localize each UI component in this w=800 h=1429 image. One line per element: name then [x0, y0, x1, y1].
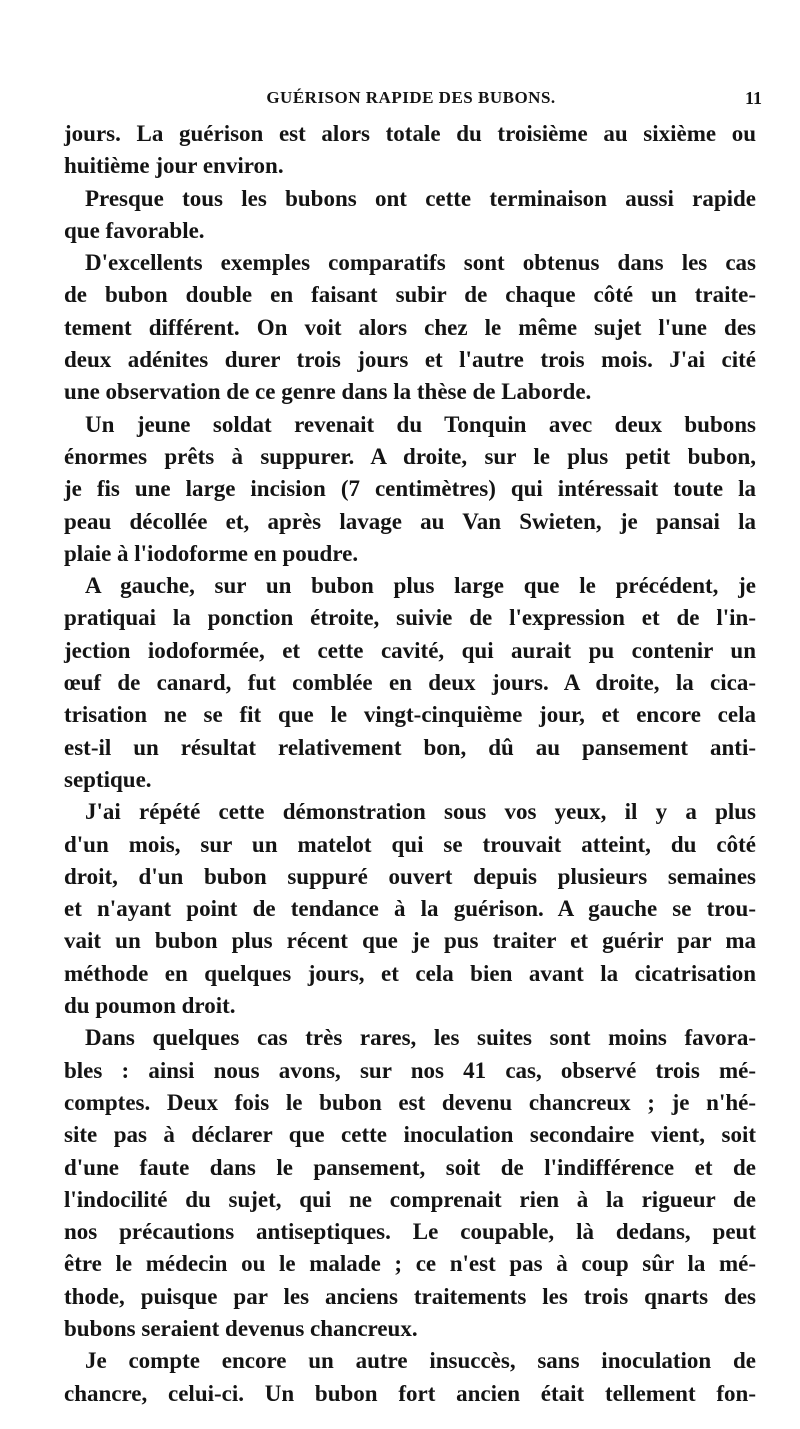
text-line: méthode en quelques jours, et cela bien avant la cicatrisation: [64, 960, 756, 986]
body-text: [64, 118, 756, 1410]
text-line: tement différent. On voit alors chez le même sujet l'une des: [64, 314, 756, 340]
text-line: jection iodoformée, et cette cavité, qui aurait pu contenir un: [64, 637, 756, 663]
text-line: site pas à déclarer que cette inoculation secondaire vient, soit: [64, 1122, 756, 1148]
text-line: droit, d'un bubon suppuré ouvert depuis plusieurs semaines: [64, 863, 756, 889]
running-title: GUÉRISON RAPIDE DES BUBONS.: [266, 88, 556, 107]
text-line: énormes prêts à suppurer. A droite, sur le plus petit bubon,: [64, 443, 756, 469]
text-line: trisation ne se fit que le vingt-cinquième jour, et encore cela: [64, 702, 756, 728]
text-line: plaie à l'iodoforme en poudre.: [64, 540, 359, 566]
text-line: d'une faute dans le pansement, soit de l'indifférence et de: [64, 1154, 756, 1180]
text-line: une observation de ce genre dans la thèse de Laborde.: [64, 379, 592, 405]
page-number: 11: [744, 88, 762, 108]
text-line: l'indocilité du sujet, qui ne comprenait rien à la rigueur de: [64, 1186, 756, 1212]
text-line: Je compte encore un autre insuccès, sans inoculation de: [85, 1348, 756, 1374]
text-line: J'ai répété cette démonstration sous vos yeux, il y a plus: [85, 799, 756, 825]
page-header: [60, 88, 762, 114]
text-line: chancre, celui-ci. Un bubon fort ancien était tellement fon-: [64, 1380, 756, 1406]
text-line: pratiquai la ponction étroite, suivie de l'expression et de l'in-: [64, 605, 756, 631]
text-line: est-il un résultat relativement bon, dû au pansement anti-: [64, 734, 756, 760]
text-line: Dans quelques cas très rares, les suites sont moins favora-: [85, 1025, 756, 1051]
text-line: bles : ainsi nous avons, sur nos 41 cas, observé trois mé-: [64, 1057, 756, 1083]
text-line: vait un bubon plus récent que je pus traiter et guérir par ma: [64, 928, 756, 954]
text-line: jours. La guérison est alors totale du troisième au sixième ou: [64, 121, 756, 146]
text-line: comptes. Deux fois le bubon est devenu chancreux ; je n'hé-: [64, 1089, 756, 1115]
text-line: que favorable.: [64, 217, 205, 243]
text-line: être le médecin ou le malade ; ce n'est pas à coup sûr la mé-: [64, 1251, 756, 1277]
text-line: Un jeune soldat revenait du Tonquin avec deux bubons: [85, 411, 756, 437]
text-line: et n'ayant point de tendance à la guérison. A gauche se trou-: [64, 896, 756, 922]
text-line: de bubon double en faisant subir de chaque côté un traite-: [64, 282, 756, 308]
text-line: œuf de canard, fut comblée en deux jours. A droite, la cica-: [64, 670, 756, 696]
text-line: A gauche, sur un bubon plus large que le précédent, je: [85, 573, 756, 599]
text-line: huitième jour environ.: [64, 153, 284, 179]
text-line: Presque tous les bubons ont cette terminaison aussi rapide: [85, 185, 756, 211]
text-line: bubons seraient devenus chancreux.: [64, 1315, 418, 1341]
text-line: nos précautions antiseptiques. Le coupable, là dedans, peut: [64, 1219, 756, 1245]
text-line: deux adénites durer trois jours et l'autre trois mois. J'ai cité: [64, 347, 756, 373]
text-line: je fis une large incision (7 centimètres) qui intéressait toute la: [64, 476, 756, 502]
text-line: peau décollée et, après lavage au Van Swieten, je pansai la: [64, 508, 756, 534]
text-line: D'excellents exemples comparatifs sont obtenus dans les cas: [85, 250, 756, 276]
text-line: septique.: [64, 766, 152, 792]
text-line: d'un mois, sur un matelot qui se trouvait atteint, du côté: [64, 831, 756, 857]
text-line: du poumon droit.: [64, 993, 236, 1019]
text-line: thode, puisque par les anciens traitements les trois qnarts des: [64, 1283, 756, 1309]
